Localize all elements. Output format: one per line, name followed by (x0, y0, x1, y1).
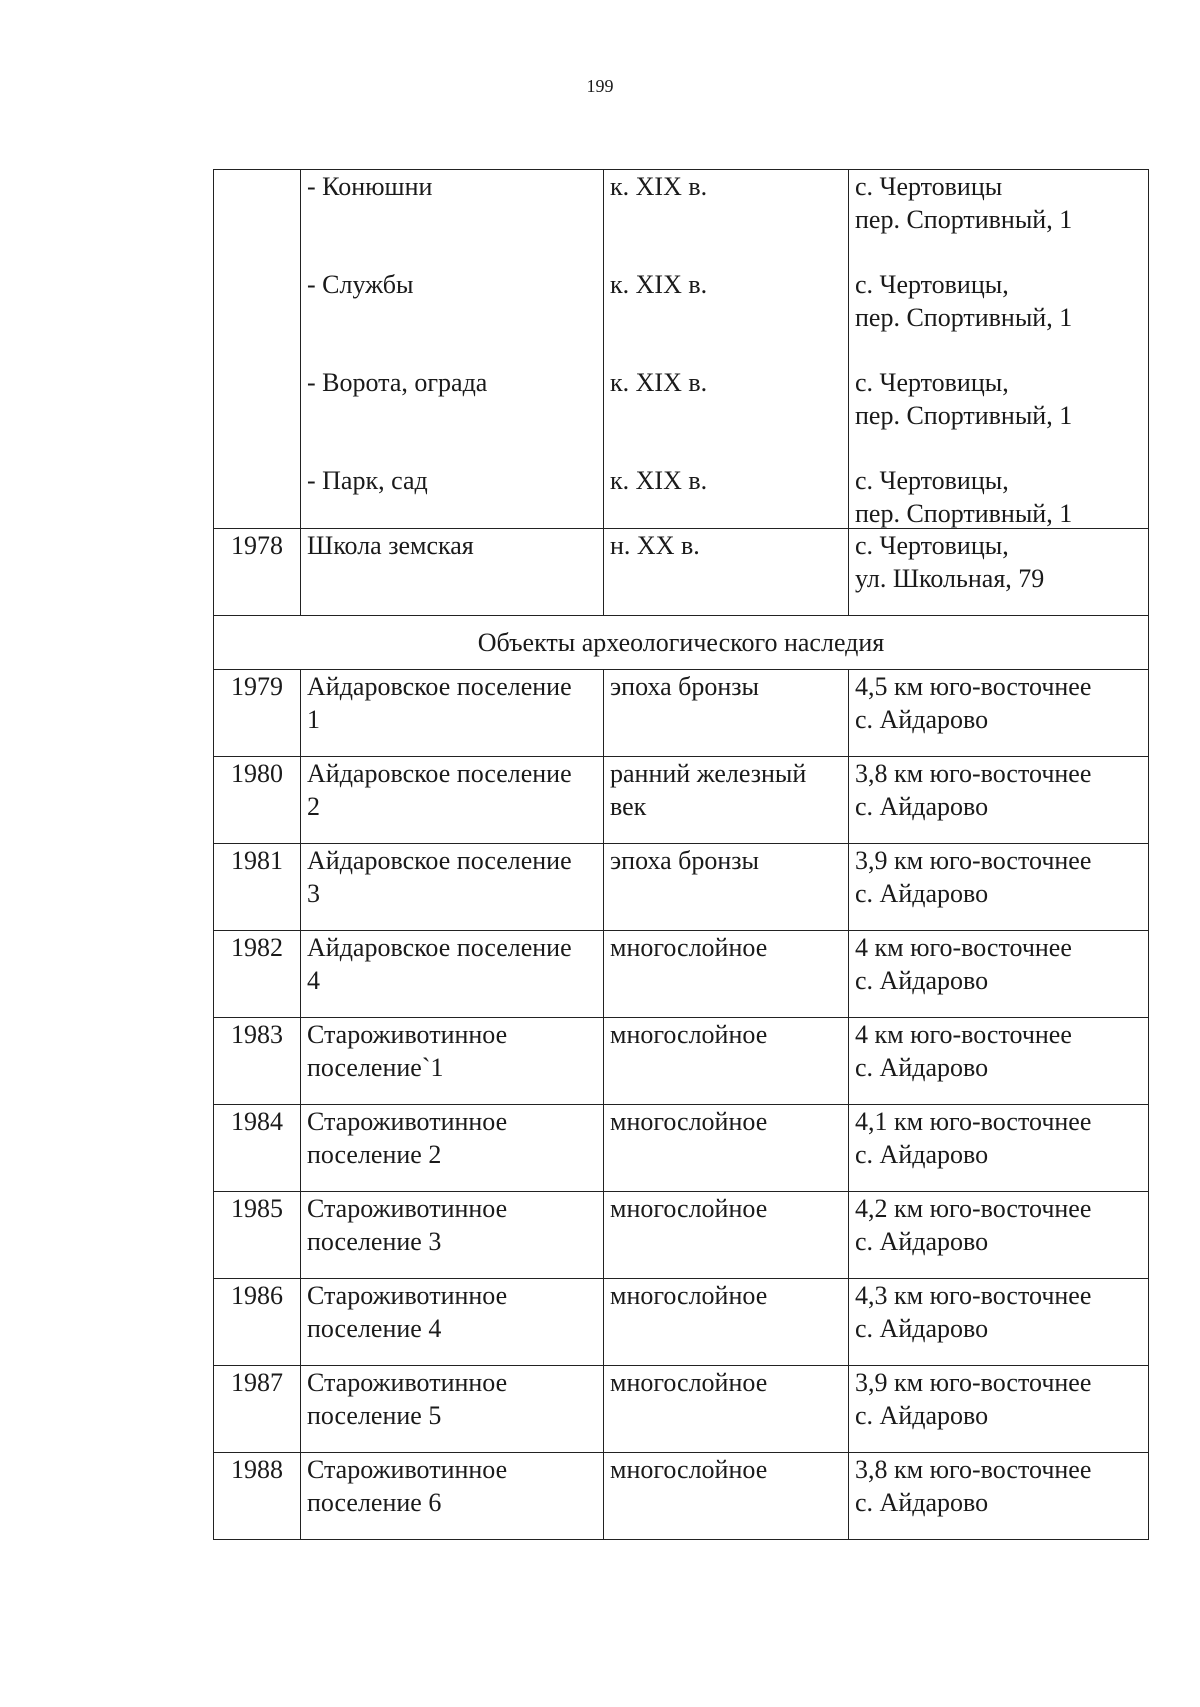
object-address (849, 844, 1149, 931)
address-line: 3,8 км юго-восточнее (855, 1455, 1092, 1484)
address-line: с. Айдарово (855, 1227, 989, 1256)
date-line: эпоха бронзы (610, 672, 760, 701)
object-name (301, 1453, 604, 1540)
object-address (849, 931, 1149, 1018)
address-line: с. Айдарово (855, 1053, 989, 1082)
name-line: 4 (307, 966, 320, 995)
heritage-table (213, 169, 1149, 1540)
name-line: Айдаровское поселение (307, 759, 572, 788)
name-line: Староживотинное (307, 1194, 508, 1223)
name-line: Староживотинное (307, 1281, 508, 1310)
object-address (849, 1279, 1149, 1366)
row-number: 1983 (214, 1018, 301, 1105)
object-date: н. XX в. (604, 529, 849, 616)
table-row (214, 1366, 1149, 1453)
address-line: 3,8 км юго-восточнее (855, 759, 1092, 788)
sub-item-date: к. XIX в. (610, 172, 708, 201)
row-number: 1985 (214, 1192, 301, 1279)
object-address (849, 1453, 1149, 1540)
address-line: с. Чертовицы (855, 172, 1003, 201)
row-number: 1987 (214, 1366, 301, 1453)
address-line: с. Айдарово (855, 705, 989, 734)
date-line: многослойное (610, 1368, 768, 1397)
object-address (849, 1192, 1149, 1279)
table-row (214, 931, 1149, 1018)
object-name: Школа земская (301, 529, 604, 616)
name-line: поселение 4 (307, 1314, 442, 1343)
name-line: поселение`1 (307, 1053, 444, 1082)
address-line: 4,1 км юго-восточнее (855, 1107, 1092, 1136)
object-address (849, 529, 1149, 616)
address-line: ул. Школьная, 79 (855, 564, 1045, 593)
date-line: многослойное (610, 1455, 768, 1484)
sub-item-date: к. XIX в. (610, 368, 708, 397)
object-date (604, 1453, 849, 1540)
address-line: 4,2 км юго-восточнее (855, 1194, 1092, 1223)
table-row (214, 757, 1149, 844)
object-address (849, 1105, 1149, 1192)
sub-item-address (855, 268, 1142, 366)
address-line: пер. Спортивный, 1 (855, 401, 1073, 430)
address-line: с. Чертовицы, (855, 270, 1009, 299)
date-line: ранний железный (610, 759, 807, 788)
table-row (214, 844, 1149, 931)
section-header-row (214, 616, 1149, 670)
sub-item-dates (604, 170, 849, 529)
address-line: 4 км юго-восточнее (855, 933, 1072, 962)
name-line: Айдаровское поселение (307, 846, 572, 875)
address-line: 4,5 км юго-восточнее (855, 672, 1092, 701)
object-date (604, 757, 849, 844)
object-address (849, 1366, 1149, 1453)
sub-item-name: - Службы (307, 270, 414, 299)
address-line: 4 км юго-восточнее (855, 1020, 1072, 1049)
sub-item-name: - Ворота, ограда (307, 368, 488, 397)
address-line: пер. Спортивный, 1 (855, 499, 1073, 528)
date-line: век (610, 792, 647, 821)
row-number: 1978 (214, 529, 301, 616)
sub-item-date: к. XIX в. (610, 466, 708, 495)
name-line: поселение 2 (307, 1140, 442, 1169)
address-line: с. Айдарово (855, 1488, 989, 1517)
table-row (214, 1192, 1149, 1279)
sub-item-address (855, 366, 1142, 464)
address-line: пер. Спортивный, 1 (855, 205, 1073, 234)
table-row (214, 529, 1149, 616)
object-name (301, 1279, 604, 1366)
object-date (604, 931, 849, 1018)
object-date (604, 670, 849, 757)
date-line: многослойное (610, 1281, 768, 1310)
name-line: поселение 6 (307, 1488, 442, 1517)
address-line: с. Айдарово (855, 1140, 989, 1169)
object-name (301, 844, 604, 931)
row-number: 1979 (214, 670, 301, 757)
address-line: с. Айдарово (855, 879, 989, 908)
object-name (301, 1192, 604, 1279)
address-line: с. Чертовицы, (855, 531, 1009, 560)
object-date (604, 1366, 849, 1453)
object-address (849, 670, 1149, 757)
empty-number-cell (214, 170, 301, 529)
name-line: 2 (307, 792, 320, 821)
name-line: 1 (307, 705, 320, 734)
table-row (214, 1018, 1149, 1105)
sub-item-names (301, 170, 604, 529)
object-address (849, 757, 1149, 844)
sub-item-address (855, 170, 1142, 268)
address-line: с. Чертовицы, (855, 368, 1009, 397)
sub-items-row (214, 170, 1149, 529)
name-line: Айдаровское поселение (307, 933, 572, 962)
date-line: многослойное (610, 933, 768, 962)
address-line: с. Айдарово (855, 1401, 989, 1430)
sub-item-name: - Парк, сад (307, 466, 428, 495)
date-line: многослойное (610, 1194, 768, 1223)
address-line: с. Айдарово (855, 792, 989, 821)
object-date (604, 1018, 849, 1105)
address-line: 3,9 км юго-восточнее (855, 1368, 1092, 1397)
row-number: 1984 (214, 1105, 301, 1192)
row-number: 1982 (214, 931, 301, 1018)
name-line: Староживотинное (307, 1455, 508, 1484)
table-row (214, 670, 1149, 757)
object-date (604, 1192, 849, 1279)
object-name (301, 931, 604, 1018)
name-line: Староживотинное (307, 1368, 508, 1397)
object-name (301, 1366, 604, 1453)
object-date (604, 1105, 849, 1192)
object-date (604, 844, 849, 931)
name-line: 3 (307, 879, 320, 908)
object-name (301, 1018, 604, 1105)
name-line: Староживотинное (307, 1020, 508, 1049)
object-name (301, 1105, 604, 1192)
name-line: поселение 5 (307, 1401, 442, 1430)
sub-item-name: - Конюшни (307, 172, 433, 201)
object-date (604, 1279, 849, 1366)
address-line: с. Айдарово (855, 966, 989, 995)
sub-item-address (855, 464, 1142, 528)
date-line: многослойное (610, 1020, 768, 1049)
table-row (214, 1453, 1149, 1540)
object-name (301, 757, 604, 844)
table-row (214, 1279, 1149, 1366)
address-line: 4,3 км юго-восточнее (855, 1281, 1092, 1310)
name-line: поселение 3 (307, 1227, 442, 1256)
address-line: с. Чертовицы, (855, 466, 1009, 495)
address-line: с. Айдарово (855, 1314, 989, 1343)
object-address (849, 1018, 1149, 1105)
row-number: 1981 (214, 844, 301, 931)
address-line: пер. Спортивный, 1 (855, 303, 1073, 332)
name-line: Айдаровское поселение (307, 672, 572, 701)
row-number: 1980 (214, 757, 301, 844)
sub-item-date: к. XIX в. (610, 270, 708, 299)
object-name (301, 670, 604, 757)
sub-item-addresses (849, 170, 1149, 529)
address-line: 3,9 км юго-восточнее (855, 846, 1092, 875)
row-number: 1986 (214, 1279, 301, 1366)
date-line: эпоха бронзы (610, 846, 760, 875)
page-number: 199 (586, 76, 614, 96)
name-line: Староживотинное (307, 1107, 508, 1136)
section-title: Объекты археологического наследия (214, 616, 1149, 670)
row-number: 1988 (214, 1453, 301, 1540)
date-line: многослойное (610, 1107, 768, 1136)
table-row (214, 1105, 1149, 1192)
